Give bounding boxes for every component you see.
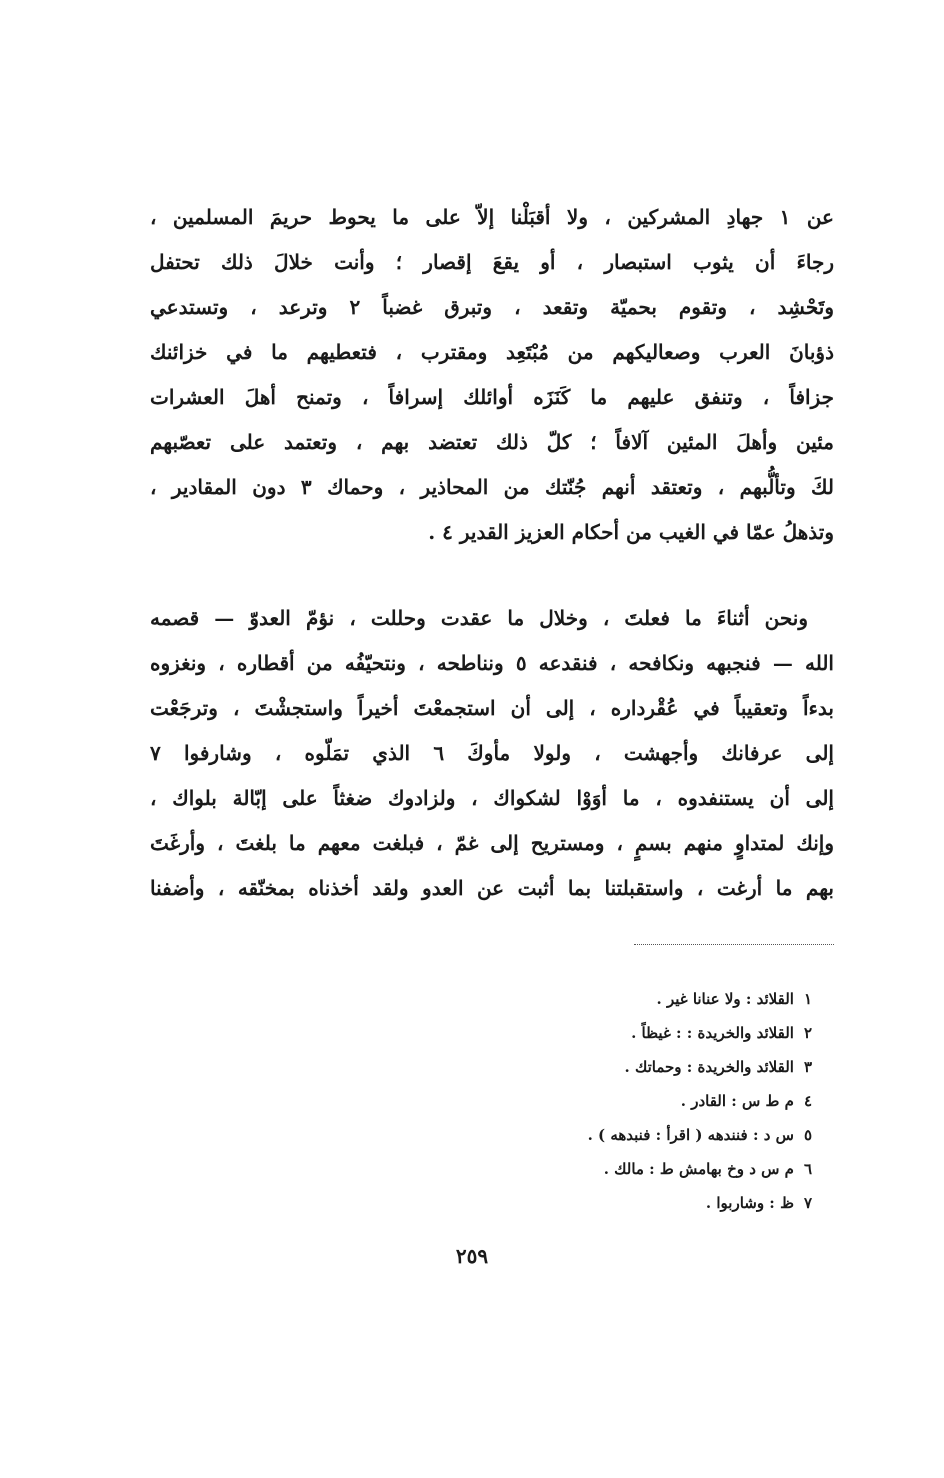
footnotes	[588, 982, 812, 1220]
footnote-item	[588, 1084, 812, 1118]
footnote-number: ٢	[803, 1024, 812, 1042]
footnote-number: ٧	[803, 1194, 812, 1212]
text-line: عن ١ جهادِ المشركين ، ولا أقبَلْنا إلاّ على ما يحوط حريمَ المسلمين ،	[150, 205, 834, 229]
text-line: لكَ وتألُّبهم ، وتعتقد أنهم جُنّتك من المحاذير ، وحماك ٣ دون المقادير ،	[150, 475, 834, 499]
footnote-text: القلائد : ولا عنانا غير .	[656, 990, 794, 1008]
paragraph-1	[150, 195, 834, 555]
text-line: مئين وأهلَ المئين آلافاً ؛ كلّ ذلك تعتضد بهم ، وتعتمد على تعصّبهم	[150, 430, 834, 454]
text-line: جزافاً ، وتنفق عليهم ما كَنَزَه أوائلك إسرافاً ، وتمنح أهلَ العشرات	[150, 385, 834, 409]
text-line: رجاءَ أن يثوب استبصار ، أو يقعَ إقصار ؛ وأنت خلالَ ذلك تحتفل	[150, 250, 834, 274]
footnote-item	[588, 1118, 812, 1152]
footnote-text: س د : فنندهه ( اقرأ : فنبدهه ) .	[587, 1126, 794, 1144]
text-line: إلى عرفانك وأجهشت ، ولولا مأوكَ ٦ الذي تمَلّوه ، وشارفوا ٧	[150, 741, 834, 765]
text-line: وتذهلُ عمّا في الغيب من أحكام العزيز القدير ٤ .	[428, 520, 834, 544]
text-line: وتَحْشِد ، وتقوم بحميّة وتقعد ، وتبرق غضباً ٢ وترعد ، وتستدعي	[150, 295, 834, 319]
footnote-number: ٣	[803, 1058, 812, 1076]
footnote-number: ٥	[803, 1126, 812, 1144]
footnote-number: ١	[803, 990, 812, 1008]
page-number: ٢٥٩	[455, 1244, 489, 1268]
footnote-item	[588, 1050, 812, 1084]
footnote-item	[588, 1186, 812, 1220]
text-line: الله — فنجبهه ونكافحه ، فنقدعه ٥ ونناطحه ، ونتحيّفُه من أقطاره ، ونغزوه	[150, 651, 834, 675]
footnote-number: ٦	[803, 1160, 812, 1178]
text-line: بدءاً وتعقيباً في عُقْرداره ، إلى أن استجمعْتَ أخيراً واستجشْتَ ، وترجَعْت	[150, 696, 834, 720]
footnote-divider	[634, 944, 834, 945]
footnote-text: م ط س : القادر .	[680, 1092, 794, 1110]
footnote-item	[588, 982, 812, 1016]
text-line: بهم ما أرغت ، واستقبلتنا بما أثبت عن العدو ولقد أخذناه بمخنّقه ، وأضفنا	[150, 876, 834, 900]
text-line: وإنك لمتداوٍ منهم بسمٍ ، ومستريح إلى غمّ ، فبلغت معهم ما بلغتَ ، وأرغَتَ	[150, 831, 834, 855]
footnote-text: م س د وخ بهامش ط : مالك .	[603, 1160, 794, 1178]
footnote-text: القلائد والخريدة : وحماتك .	[624, 1058, 794, 1076]
footnote-item	[588, 1152, 812, 1186]
text-line: ونحن أثناءَ ما فعلتَ ، وخلال ما عقدت وحللت ، نؤمّ العدوّ — قصمه	[150, 606, 808, 630]
text-line: إلى أن يستنفدوه ، ما أوَوْا لشكواك ، ولزادوك ضغثاً على إبّالة بلواك ،	[150, 786, 834, 810]
footnote-item	[588, 1016, 812, 1050]
paragraph-2	[150, 596, 834, 911]
footnote-text: ظ : وشاربوا .	[705, 1194, 794, 1212]
footnote-text: القلائد والخريدة : : غيظاً .	[631, 1024, 794, 1042]
text-line: ذؤبانَ العرب وصعاليكهم من مُبْتَعِد ومقترب ، فتعطيهم ما في خزائنك	[150, 340, 834, 364]
footnote-number: ٤	[803, 1092, 812, 1110]
